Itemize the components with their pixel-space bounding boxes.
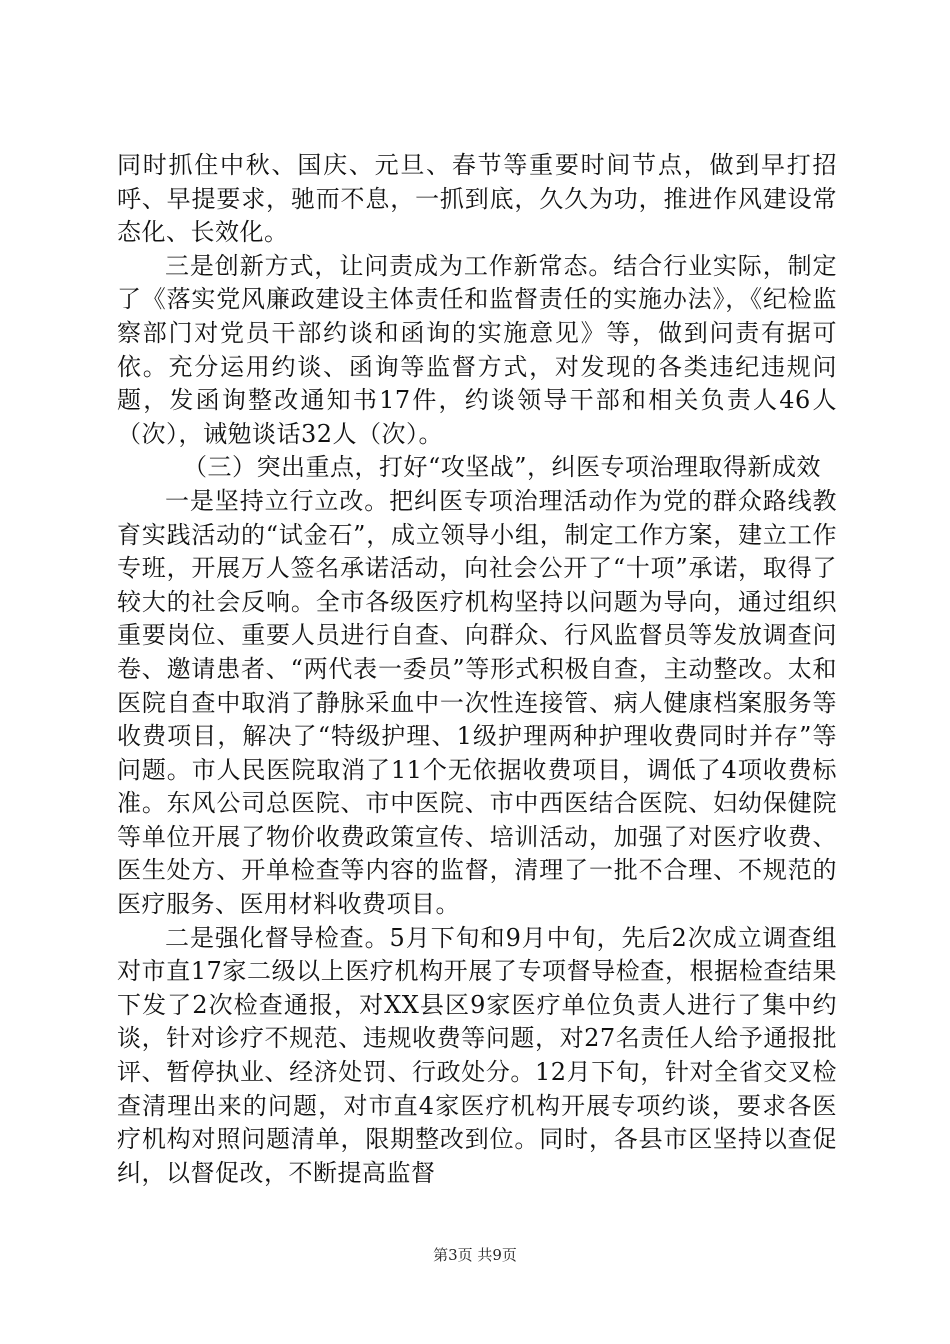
paragraph-continuation: 同时抓住中秋、国庆、元旦、春节等重要时间节点，做到早打招呼、早提要求，驰而不息，一抓到底，久久为功，推进作风建设常态化、长效化。 <box>117 151 837 247</box>
paragraph-innovation: 三是创新方式，让问责成为工作新常态。结合行业实际，制定了《落实党风廉政建设主体责任和监督责任的实施办法》，《纪检监察部门对党员干部约谈和函询的实施意见》等，做到问责有据可依。充分运用约谈、函询等监督方式，对发现的各类违纪违规问题，发函询整改通知书17件，约谈领导干部和相关负责人46人（次），诫勉谈话32人（次）。 <box>117 251 837 448</box>
section-heading: （三）突出重点，打好“攻坚战”，纠医专项治理取得新成效 <box>183 453 822 482</box>
paragraph-supervision: 二是强化督导检查。5月下旬和9月中旬，先后2次成立调查组对市直17家二级以上医疗机构开展了专项督导检查，根据检查结果下发了2次检查通报，对XX县区9家医疗单位负责人进行了集中约谈，针对诊疗不规范、违规收费等问题，对27名责任人给予通报批评、暂停执业、经济处罚、行政处分。12月下旬，针对全省交叉检查清理出来的问题，对市直4家医疗机构开展专项约谈，要求各医疗机构对照问题清单，限期整改到位。同时，各县市区坚持以查促纠，以督促改，不断提高监督 <box>117 923 837 1187</box>
document-body <box>117 149 837 1190</box>
paragraph-immediate-reform: 一是坚持立行立改。把纠医专项治理活动作为党的群众路线教育实践活动的“试金石”，成立领导小组，制定工作方案，建立工作专班，开展万人签名承诺活动，向社会公开了“十项”承诺，取得了较大的社会反响。全市各级医疗机构坚持以问题为导向，通过组织重要岗位、重要人员进行自查、向群众、行风监督员等发放调查问卷、邀请患者、“两代表一委员”等形式积极自查，主动整改。太和医院自查中取消了静脉采血中一次性连接管、病人健康档案服务等收费项目，解决了“特级护理、1级护理两种护理收费同时并存”等问题。市人民医院取消了11个无依据收费项目，调低了4项收费标准。东风公司总医院、市中医院、市中西医结合医院、妇幼保健院等单位开展了物价收费政策宣传、培训活动，加强了对医疗收费、医生处方、开单检查等内容的监督，清理了一批不合理、不规范的医疗服务、医用材料收费项目。 <box>117 486 837 919</box>
page-footer: 第3页 共9页 <box>433 1246 517 1264</box>
